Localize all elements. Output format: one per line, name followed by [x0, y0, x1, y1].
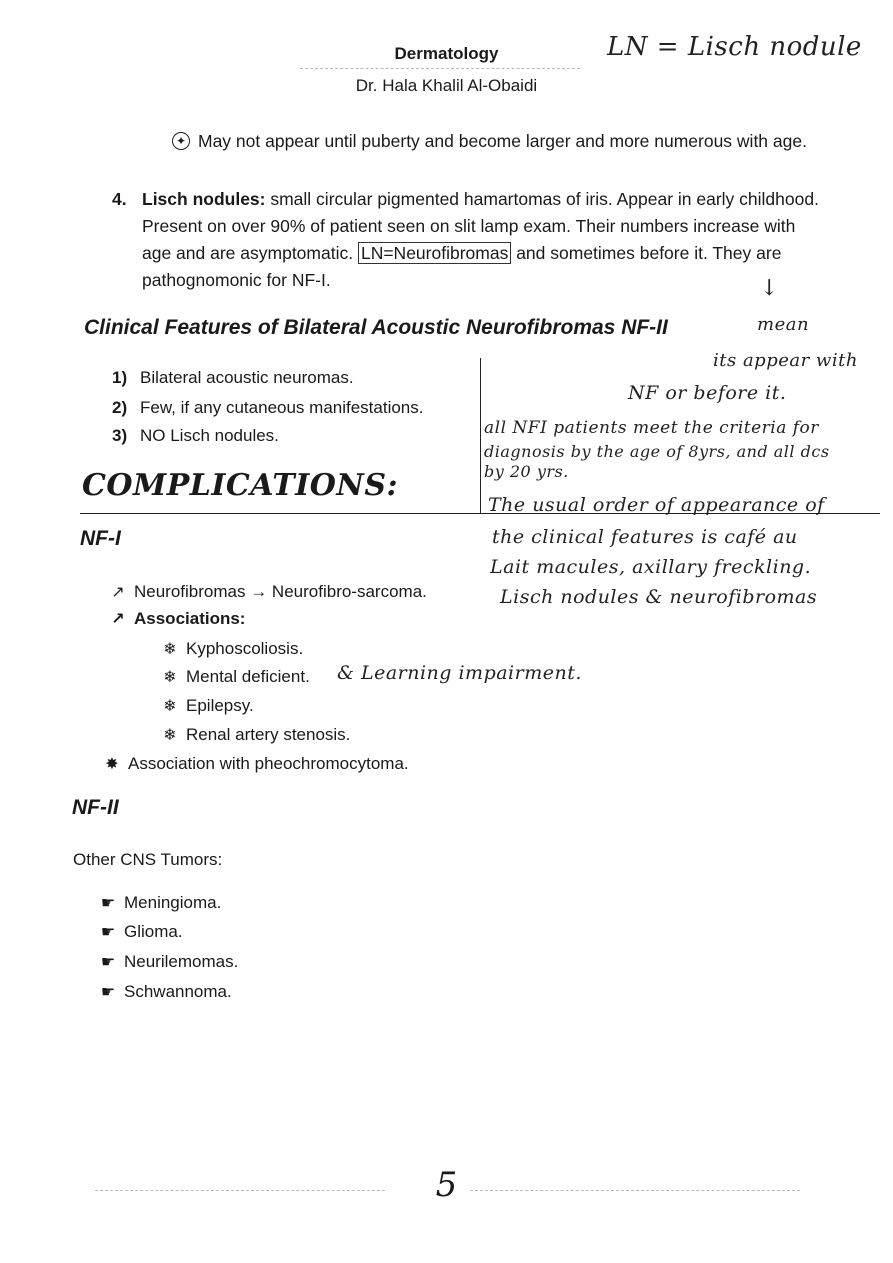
- item-text: Few, if any cutaneous manifestations.: [140, 398, 424, 417]
- association-text: Epilepsy.: [186, 696, 254, 715]
- nf2-clinical-features-heading: Clinical Features of Bilateral Acoustic Neurofibromas NF-II: [84, 316, 668, 339]
- handwritten-note-line: The usual order of appearance of: [488, 494, 825, 516]
- document-author: Dr. Hala Khalil Al-Obaidi: [355, 76, 538, 95]
- item-number: 4.: [112, 189, 127, 209]
- lisch-nodules-description-end: and sometimes before it. They are pathognomonic for NF-I.: [142, 243, 782, 290]
- handwritten-note-line: its appear with: [713, 350, 858, 371]
- association-item: [160, 639, 303, 659]
- handwritten-arrow: ↓: [760, 276, 779, 301]
- snowflake-icon: ❄: [163, 641, 177, 658]
- handwritten-note-line: diagnosis by the age of 8yrs, and all dcs: [484, 442, 830, 461]
- column-divider: [480, 358, 481, 513]
- handwritten-note-line: by 20 yrs.: [484, 462, 569, 481]
- hand-pointing-icon: ☛: [100, 984, 116, 1001]
- item-number: 3): [112, 426, 128, 445]
- tumor-text: Meningioma.: [124, 893, 222, 912]
- list-item-text: Neurofibromas → Neurofibro-sarcoma.: [134, 582, 427, 601]
- handwritten-note-line: the clinical features is café au: [492, 526, 798, 548]
- handwritten-note-line: all NFI patients meet the criteria for: [484, 418, 819, 438]
- tumor-item: [98, 922, 183, 942]
- circled-star-icon: ✦: [172, 132, 190, 150]
- page-number: 5: [435, 1165, 458, 1205]
- complications-heading: COMPLICATIONS:: [82, 468, 399, 503]
- boxed-annotation: LN=Neurofibromas: [358, 242, 511, 264]
- lightning-icon: ↗: [111, 611, 125, 628]
- puberty-bullet: [172, 128, 822, 155]
- snowflake-icon: ❄: [163, 698, 177, 715]
- nf2-feature-item: [112, 368, 354, 388]
- tumor-item: [98, 982, 232, 1002]
- hand-pointing-icon: ☛: [100, 924, 116, 941]
- tumor-text: Schwannoma.: [124, 982, 232, 1001]
- tumor-text: Neurilemomas.: [124, 952, 239, 971]
- handwritten-note-line: NF or before it.: [628, 382, 787, 404]
- hand-pointing-icon: ☛: [100, 895, 116, 912]
- nf2-feature-item: [112, 426, 279, 446]
- handwritten-addition: & Learning impairment.: [337, 662, 582, 684]
- nf2-feature-item: [112, 398, 424, 418]
- item-number: 2): [112, 398, 128, 417]
- lisch-nodules-text: [112, 186, 824, 294]
- other-cns-tumors-label: Other CNS Tumors:: [73, 850, 223, 869]
- association-item: [160, 725, 350, 745]
- nf2-heading: NF-II: [72, 796, 119, 819]
- lisch-nodules-description: small circular pigmented hamartomas of iris. Appear in early childhood. Present on over 90% of patient seen on slit lamp exam. Their numbers increase with age and are asymptomatic.: [142, 189, 819, 263]
- item-text: NO Lisch nodules.: [140, 426, 279, 445]
- item-text: Bilateral acoustic neuromas.: [140, 368, 354, 387]
- document-title: Dermatology: [394, 44, 499, 63]
- burst-icon: ✸: [105, 756, 119, 773]
- list-item: [108, 582, 427, 602]
- association-item: [160, 696, 254, 716]
- lightning-icon: ↗: [111, 584, 125, 601]
- association-text: Renal artery stenosis.: [186, 725, 351, 744]
- list-item: [108, 609, 245, 629]
- hand-pointing-icon: ☛: [100, 954, 116, 971]
- handwritten-header-note: LN = Lisch nodule: [607, 32, 862, 62]
- item-number: 1): [112, 368, 128, 387]
- snowflake-icon: ❄: [163, 727, 177, 744]
- tumor-text: Glioma.: [124, 922, 183, 941]
- association-text: Kyphoscoliosis.: [186, 639, 304, 658]
- tumor-item: [98, 893, 221, 913]
- tumor-item: [98, 952, 238, 972]
- association-text: Mental deficient.: [186, 667, 310, 686]
- scan-artifact: [300, 68, 580, 69]
- lisch-nodules-label: Lisch nodules:: [142, 189, 266, 209]
- nf1-heading: NF-I: [80, 527, 121, 550]
- handwritten-note-line: mean: [757, 314, 810, 335]
- puberty-bullet-text: May not appear until puberty and become larger and more numerous with age.: [198, 131, 807, 151]
- list-item: [102, 754, 409, 774]
- lisch-nodules-item: [112, 186, 824, 294]
- association-item: [160, 667, 310, 687]
- handwritten-note-line: Lisch nodules & neurofibromas: [500, 586, 818, 608]
- list-item-text: Association with pheochromocytoma.: [128, 754, 409, 773]
- handwritten-note-line: Lait macules, axillary freckling.: [490, 556, 812, 578]
- snowflake-icon: ❄: [163, 669, 177, 686]
- list-item-text: Associations:: [134, 609, 246, 628]
